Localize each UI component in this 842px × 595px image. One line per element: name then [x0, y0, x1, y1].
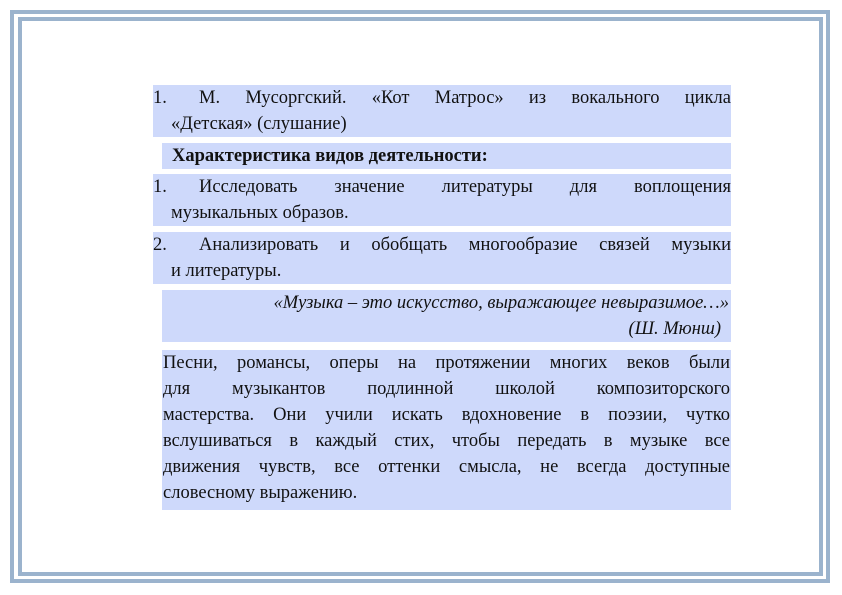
paragraph-line: Песни, романсы, оперы на протяжении многих веков были — [163, 353, 730, 373]
paragraph-line: словесному выражению. — [163, 483, 358, 503]
quote-block — [162, 290, 731, 342]
body-paragraph — [162, 350, 731, 510]
lesson-item-1 — [153, 85, 731, 137]
paragraph-line: вслушиваться в каждый стих, чтобы передать в музыке все — [163, 431, 730, 451]
activities-heading: Характеристика видов деятельности: — [162, 143, 731, 169]
activity-item-number: 2. — [153, 235, 167, 255]
lesson-item-line2: «Детская» (слушание) — [171, 114, 347, 134]
paragraph-line: движения чувств, все оттенки смысла, не всегда доступные — [163, 457, 730, 477]
epigraph-author: (Ш. Мюнш) — [628, 319, 721, 339]
lesson-item-line1: М. Мусоргский. «Кот Матрос» из вокального цикла — [199, 88, 731, 108]
epigraph-quote: «Музыка – это искусство, выражающее невыразимое…» — [273, 293, 729, 313]
activity-item-line1: Исследовать значение литературы для воплощения — [199, 177, 731, 197]
paragraph-line: для музыкантов подлинной школой композиторского — [163, 379, 730, 399]
activity-item-2 — [153, 232, 731, 284]
paragraph-line: мастерства. Они учили искать вдохновение в поэзии, чутко — [163, 405, 730, 425]
activity-item-line2: и литературы. — [171, 261, 282, 281]
activity-item-line1: Анализировать и обобщать многообразие связей музыки — [199, 235, 731, 255]
activity-item-1 — [153, 174, 731, 226]
lesson-item-number: 1. — [153, 88, 167, 108]
activity-item-number: 1. — [153, 177, 167, 197]
slide-content — [153, 85, 731, 510]
activity-item-line2: музыкальных образов. — [171, 203, 349, 223]
